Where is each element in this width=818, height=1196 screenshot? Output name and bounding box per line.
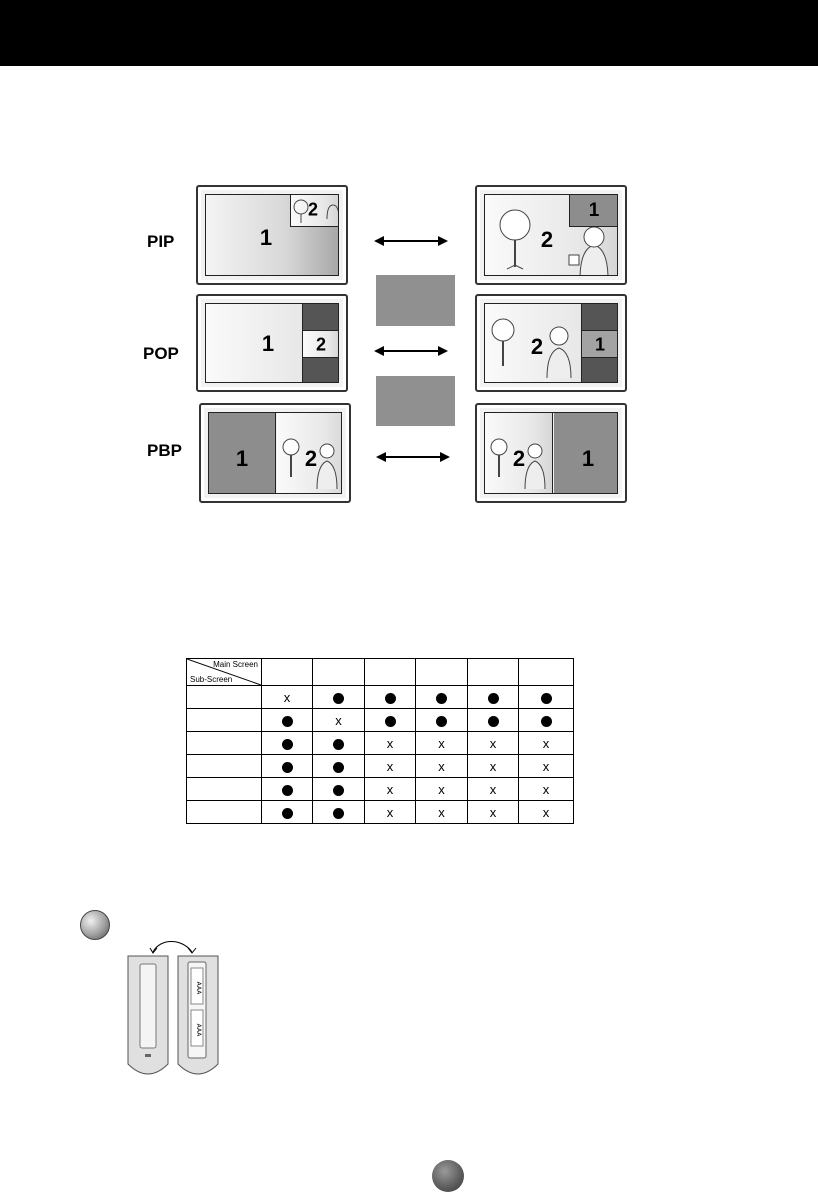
unsupported-cell xyxy=(365,732,416,755)
swap-arrow-icon xyxy=(374,449,452,465)
column-header xyxy=(416,659,468,686)
sub-picture xyxy=(582,330,618,358)
x-mark: x xyxy=(438,758,445,774)
main-number: 2 xyxy=(530,334,544,359)
main-screen-label: Main Screen xyxy=(213,660,258,669)
filled-dot-icon xyxy=(541,716,552,727)
split-picture xyxy=(484,412,618,494)
grey-marker-block xyxy=(376,376,455,426)
row-label xyxy=(187,709,262,732)
filled-dot-icon xyxy=(333,739,344,750)
left-number: 2 xyxy=(512,446,526,471)
x-mark: x xyxy=(542,781,550,797)
mode-label-pbp: PBP xyxy=(147,441,182,460)
column-header xyxy=(519,659,574,686)
filled-dot-icon xyxy=(333,762,344,773)
unsupported-cell xyxy=(416,778,468,801)
table-row xyxy=(187,755,574,778)
mode-label-pop: POP xyxy=(143,344,179,363)
unsupported-cell xyxy=(416,732,468,755)
supported-dot-cell xyxy=(313,778,365,801)
x-mark: x xyxy=(386,758,394,774)
remote-battery-illustration xyxy=(120,936,225,1086)
supported-dot-cell xyxy=(262,778,313,801)
battery-label: AAA xyxy=(195,981,202,995)
unsupported-cell xyxy=(468,801,519,824)
supported-dot-cell xyxy=(313,686,365,709)
compatibility-table xyxy=(186,658,574,824)
unsupported-cell xyxy=(365,801,416,824)
mode-label-pip: PIP xyxy=(147,232,175,251)
table-row xyxy=(187,686,574,709)
right-picture xyxy=(554,413,618,494)
swap-arrow-icon xyxy=(372,233,450,249)
sub-picture xyxy=(569,195,617,227)
filled-dot-icon xyxy=(333,693,344,704)
filled-dot-icon xyxy=(333,808,344,819)
row-label xyxy=(187,732,262,755)
supported-dot-cell xyxy=(468,686,519,709)
table-header-row xyxy=(187,659,574,686)
unsupported-cell xyxy=(365,778,416,801)
main-picture xyxy=(205,303,339,383)
filled-dot-icon xyxy=(541,693,552,704)
unsupported-cell xyxy=(313,709,365,732)
sub-number: 2 xyxy=(307,199,319,220)
x-mark: x xyxy=(438,735,445,751)
main-number: 1 xyxy=(259,225,273,250)
main-picture xyxy=(205,194,339,276)
left-picture xyxy=(209,413,276,494)
supported-dot-cell xyxy=(468,709,519,732)
main-number: 2 xyxy=(540,227,554,252)
sub-number: 1 xyxy=(588,200,600,221)
filled-dot-icon xyxy=(436,693,447,704)
main-picture xyxy=(484,303,618,383)
corner-cell xyxy=(187,659,262,686)
supported-dot-cell xyxy=(416,686,468,709)
filled-dot-icon xyxy=(282,808,293,819)
sub-picture xyxy=(290,195,338,227)
supported-dot-cell xyxy=(365,686,416,709)
unsupported-cell xyxy=(365,755,416,778)
x-mark: x xyxy=(283,689,291,705)
x-mark: x xyxy=(542,804,550,820)
table-row xyxy=(187,709,574,732)
sub-screen-label: Sub-Screen xyxy=(190,675,233,684)
filled-dot-icon xyxy=(333,785,344,796)
row-label xyxy=(187,801,262,824)
supported-dot-cell xyxy=(313,755,365,778)
filled-dot-icon xyxy=(488,693,499,704)
main-number: 1 xyxy=(261,331,275,356)
row-label xyxy=(187,755,262,778)
row-label xyxy=(187,686,262,709)
battery-label: AAA xyxy=(195,1023,202,1037)
filled-dot-icon xyxy=(385,693,396,704)
column-header xyxy=(365,659,416,686)
table-row xyxy=(187,732,574,755)
x-mark: x xyxy=(489,735,497,751)
section-bullet-icon xyxy=(80,910,110,940)
filled-dot-icon xyxy=(282,762,293,773)
sub-picture xyxy=(303,330,339,358)
grey-marker-block xyxy=(376,275,455,326)
filled-dot-icon xyxy=(436,716,447,727)
x-mark: x xyxy=(489,758,497,774)
left-number: 1 xyxy=(235,446,249,471)
unsupported-cell xyxy=(416,755,468,778)
column-header xyxy=(313,659,365,686)
supported-dot-cell xyxy=(262,801,313,824)
x-mark: x xyxy=(542,735,550,751)
page-number-badge xyxy=(432,1160,464,1192)
left-picture xyxy=(485,413,553,494)
column-header xyxy=(468,659,519,686)
pbp-screen-before xyxy=(199,403,351,503)
x-mark: x xyxy=(386,804,394,820)
x-mark: x xyxy=(386,781,394,797)
filled-dot-icon xyxy=(488,716,499,727)
filled-dot-icon xyxy=(282,739,293,750)
supported-dot-cell xyxy=(262,732,313,755)
x-mark: x xyxy=(489,804,497,820)
unsupported-cell xyxy=(519,801,574,824)
swap-arrow-icon xyxy=(372,343,450,359)
x-mark: x xyxy=(489,781,497,797)
table-row xyxy=(187,801,574,824)
supported-dot-cell xyxy=(519,686,574,709)
main-picture xyxy=(484,194,618,276)
pbp-screen-after xyxy=(475,403,627,503)
supported-dot-cell xyxy=(262,709,313,732)
x-mark: x xyxy=(542,758,550,774)
right-number: 1 xyxy=(581,446,595,471)
pop-screen-after xyxy=(475,294,627,392)
supported-dot-cell xyxy=(262,755,313,778)
pip-screen-before xyxy=(196,185,348,285)
filled-dot-icon xyxy=(282,785,293,796)
table-row xyxy=(187,778,574,801)
x-mark: x xyxy=(438,804,445,820)
header-bar xyxy=(0,0,818,66)
supported-dot-cell xyxy=(416,709,468,732)
filled-dot-icon xyxy=(282,716,293,727)
x-mark: x xyxy=(438,781,445,797)
filled-dot-icon xyxy=(385,716,396,727)
supported-dot-cell xyxy=(313,732,365,755)
split-picture xyxy=(208,412,342,494)
supported-dot-cell xyxy=(365,709,416,732)
unsupported-cell xyxy=(519,732,574,755)
unsupported-cell xyxy=(468,732,519,755)
unsupported-cell xyxy=(468,755,519,778)
unsupported-cell xyxy=(519,755,574,778)
sub-number: 2 xyxy=(315,334,327,355)
unsupported-cell xyxy=(262,686,313,709)
supported-dot-cell xyxy=(313,801,365,824)
x-mark: x xyxy=(386,735,394,751)
row-label xyxy=(187,778,262,801)
column-header xyxy=(262,659,313,686)
unsupported-cell xyxy=(416,801,468,824)
right-number: 2 xyxy=(304,446,318,471)
unsupported-cell xyxy=(468,778,519,801)
unsupported-cell xyxy=(519,778,574,801)
x-mark: x xyxy=(335,712,342,728)
pop-screen-before xyxy=(196,294,348,392)
sub-number: 1 xyxy=(594,334,606,355)
supported-dot-cell xyxy=(519,709,574,732)
pip-screen-after xyxy=(475,185,627,285)
right-picture xyxy=(277,413,342,494)
side-panel xyxy=(302,304,338,383)
side-panel xyxy=(581,304,617,383)
